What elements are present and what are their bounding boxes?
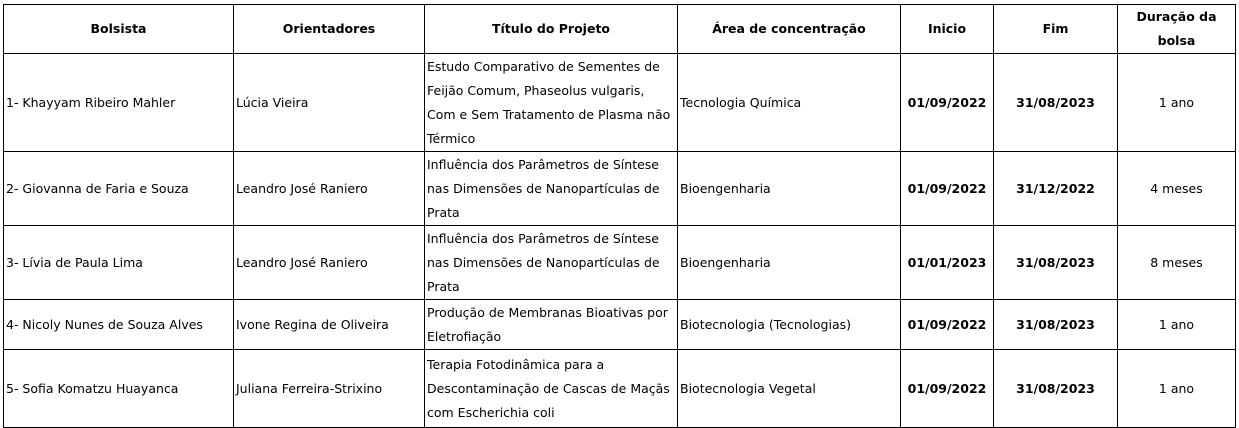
header-area: Área de concentração [678,5,901,54]
table-row [4,300,1236,350]
table-row [4,54,1236,152]
bolsista-cell: 3- Lívia de Paula Lima [4,226,234,300]
scholarship-table [3,4,1236,428]
table-row [4,350,1236,428]
inicio-cell: 01/09/2022 [901,54,994,152]
area-cell: Bioengenharia [678,152,901,226]
orientador-cell: Lúcia Vieira [234,54,425,152]
bolsista-cell: 4- Nicoly Nunes de Souza Alves [4,300,234,350]
area-cell: Biotecnologia (Tecnologias) [678,300,901,350]
header-bolsista: Bolsista [4,5,234,54]
area-cell: Bioengenharia [678,226,901,300]
fim-cell: 31/08/2023 [994,226,1118,300]
bolsista-cell: 1- Khayyam Ribeiro Mahler [4,54,234,152]
titulo-cell: Influência dos Parâmetros de Síntese nas Dimensões de Nanopartículas de Prata [425,226,678,300]
bolsista-cell: 5- Sofia Komatzu Huayanca [4,350,234,428]
area-cell: Tecnologia Química [678,54,901,152]
header-fim: Fim [994,5,1118,54]
fim-cell: 31/08/2023 [994,350,1118,428]
orientador-cell: Ivone Regina de Oliveira [234,300,425,350]
titulo-cell: Estudo Comparativo de Sementes de Feijão Comum, Phaseolus vulgaris, Com e Sem Tratamento de Plasma não Térmico [425,54,678,152]
orientador-cell: Juliana Ferreira-Strixino [234,350,425,428]
area-cell: Biotecnologia Vegetal [678,350,901,428]
bolsista-cell: 2- Giovanna de Faria e Souza [4,152,234,226]
header-titulo: Título do Projeto [425,5,678,54]
fim-cell: 31/12/2022 [994,152,1118,226]
table-row [4,152,1236,226]
duracao-cell: 8 meses [1118,226,1236,300]
duracao-cell: 1 ano [1118,300,1236,350]
inicio-cell: 01/01/2023 [901,226,994,300]
orientador-cell: Leandro José Raniero [234,226,425,300]
inicio-cell: 01/09/2022 [901,300,994,350]
duracao-cell: 4 meses [1118,152,1236,226]
duracao-cell: 1 ano [1118,54,1236,152]
orientador-cell: Leandro José Raniero [234,152,425,226]
titulo-cell: Influência dos Parâmetros de Síntese nas Dimensões de Nanopartículas de Prata [425,152,678,226]
titulo-cell: Terapia Fotodinâmica para a Descontaminação de Cascas de Maçãs com Escherichia coli [425,350,678,428]
header-duracao: Duração da bolsa [1118,5,1236,54]
header-row [4,5,1236,54]
inicio-cell: 01/09/2022 [901,152,994,226]
duracao-cell: 1 ano [1118,350,1236,428]
header-inicio: Inicio [901,5,994,54]
fim-cell: 31/08/2023 [994,300,1118,350]
titulo-cell: Produção de Membranas Bioativas por Eletrofiação [425,300,678,350]
table-row [4,226,1236,300]
fim-cell: 31/08/2023 [994,54,1118,152]
inicio-cell: 01/09/2022 [901,350,994,428]
header-orientadores: Orientadores [234,5,425,54]
